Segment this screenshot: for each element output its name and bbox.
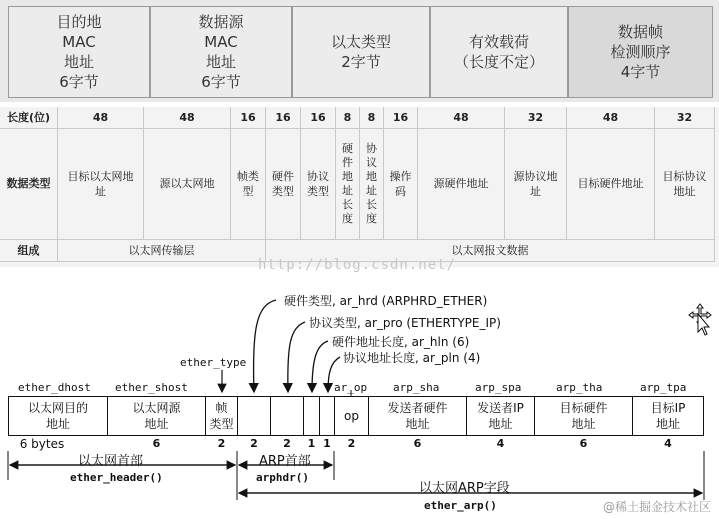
- type-cell: 协议 类型: [301, 129, 336, 240]
- annotation-proto-len: 协议地址长度, ar_pln (4): [343, 351, 481, 365]
- type-cell: 硬 件 地 址 长 度: [336, 129, 360, 240]
- length-cell: 48: [144, 107, 231, 129]
- field-arp-sha: arp_sha: [393, 381, 440, 394]
- span-eth-header-fn: ether_header(): [70, 471, 163, 484]
- type-cell: 源协议地 址: [505, 129, 567, 240]
- size-hw-len: 1: [307, 437, 316, 450]
- length-cell: 48: [58, 107, 144, 129]
- span-eth-header-cn: 以太网首部: [78, 454, 144, 469]
- type-cell: 协 议 地 址 长 度: [360, 129, 384, 240]
- hw-type-arrow: [254, 300, 276, 392]
- proto-type-arrow: [288, 322, 305, 392]
- frame-fcs: 数据帧 检测顺序 4字节: [568, 6, 713, 98]
- annotation-hw-len: 硬件地址长度, ar_hln (6): [332, 335, 470, 349]
- group-row-label: 组成: [0, 240, 58, 262]
- size-proto-type: 2: [283, 437, 291, 450]
- span-arp-fields-fn: ether_arp(): [424, 499, 497, 512]
- size-sender-hw: 6: [413, 437, 422, 450]
- length-cell: 8: [360, 107, 384, 129]
- box-target-ip: 目标IP 地址: [632, 396, 704, 436]
- field-arp-tha: arp_tha: [556, 381, 603, 394]
- length-cell: 32: [505, 107, 567, 129]
- box-proto-type: [270, 396, 304, 436]
- type-cell: 操作 码: [384, 129, 418, 240]
- box-eth-src: 以太网源 地址: [107, 396, 206, 436]
- field-arp-spa: arp_spa: [475, 381, 522, 394]
- frame-payload: 有效载荷 （长度不定）: [430, 6, 568, 98]
- length-cell: 16: [301, 107, 336, 129]
- annotation-proto-type: 协议类型, ar_pro (ETHERTYPE_IP): [309, 316, 501, 330]
- box-eth-dest: 以太网目的 地址: [8, 396, 108, 436]
- box-target-hw: 目标硬件 地址: [534, 396, 633, 436]
- size-eth-dest: 6 bytes: [19, 437, 65, 451]
- size-eth-src: 6: [152, 437, 161, 450]
- brand-watermark: @稀土掘金技术社区: [602, 500, 711, 514]
- frame-dest-mac: 目的地 MAC 地址 6字节: [8, 6, 150, 98]
- watermark-url: http://blog.csdn.net/: [258, 257, 457, 273]
- field-ar-op: ar_op: [334, 381, 368, 394]
- frame-src-mac: 数据源 MAC 地址 6字节: [150, 6, 292, 98]
- length-cell: 16: [231, 107, 266, 129]
- annotation-hw-type: 硬件类型, ar_hrd (ARPHRD_ETHER): [284, 294, 488, 308]
- size-sender-ip: 4: [496, 437, 505, 450]
- length-cell: 8: [336, 107, 360, 129]
- size-hw-type: 2: [250, 437, 258, 450]
- group-cell-arp-data: 以太网报文数据: [266, 240, 715, 262]
- type-row-label: 数据类型: [0, 129, 58, 240]
- length-cell: 48: [418, 107, 505, 129]
- type-cell: 源硬件地址: [418, 129, 505, 240]
- size-op: 2: [347, 437, 356, 450]
- field-ether-dhost: ether_dhost: [18, 381, 91, 394]
- length-row-label: 长度(位): [0, 107, 58, 129]
- type-cell: 目标以太网地 址: [58, 129, 144, 240]
- span-arp-fields-cn: 以太网ARP字段: [419, 481, 510, 496]
- box-hw-len: [303, 396, 320, 436]
- type-cell: 目标硬件地址: [567, 129, 655, 240]
- move-cursor-icon: [689, 304, 711, 335]
- box-hw-type: [237, 396, 271, 436]
- size-frame-type: 2: [217, 437, 226, 450]
- length-cell: 16: [266, 107, 301, 129]
- length-cell: 32: [655, 107, 715, 129]
- type-cell: 目标协议 地址: [655, 129, 715, 240]
- box-op: op: [334, 396, 369, 436]
- hw-len-arrow: [312, 341, 328, 392]
- span-arp-header-cn: ARP首部: [259, 454, 311, 469]
- box-sender-ip: 发送者IP 地址: [466, 396, 535, 436]
- type-cell: 源以太网地: [144, 129, 231, 240]
- length-cell: 16: [384, 107, 418, 129]
- frame-ether-type: 以太类型 2字节: [292, 6, 430, 98]
- size-target-ip: 4: [664, 437, 672, 450]
- box-sender-hw: 发送者硬件 地址: [368, 396, 467, 436]
- box-proto-len: [319, 396, 335, 436]
- size-proto-len: 1: [323, 437, 331, 450]
- span-arp-header-fn: arphdr(): [256, 471, 309, 484]
- size-target-hw: 6: [579, 437, 588, 450]
- field-arp-tpa: arp_tpa: [640, 381, 687, 394]
- box-frame-type: 帧 类型: [205, 396, 238, 436]
- group-cell-ethernet: 以太网传输层: [58, 240, 266, 262]
- length-cell: 48: [567, 107, 655, 129]
- type-cell: 帧类 型: [231, 129, 266, 240]
- type-cell: 硬件 类型: [266, 129, 301, 240]
- field-ether-shost: ether_shost: [115, 381, 188, 394]
- annotation-ether-type: ether_type: [180, 356, 247, 369]
